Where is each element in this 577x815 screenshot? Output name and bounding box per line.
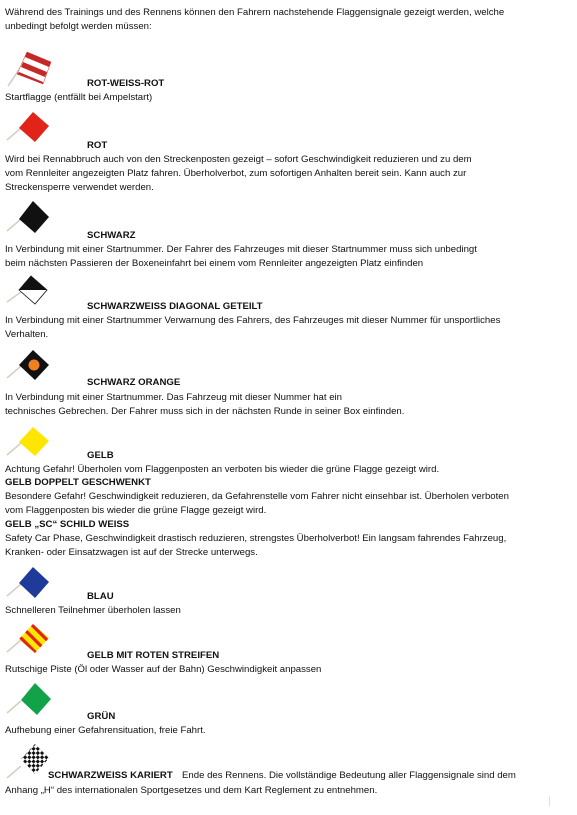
yellow-flag-icon [5, 421, 51, 461]
checkered-flag-icon [5, 742, 51, 782]
yellow-red-striped-flag-icon [5, 620, 51, 660]
flag-title-yellow-red-stripes: GELB MIT ROTEN STREIFEN [87, 650, 220, 661]
flag-desc-black-white-diagonal-2: Verhalten. [5, 329, 49, 340]
flag-desc-checkered-2: Anhang „H“ des internationalen Sportgesetzes und dem Kart Reglement zu entnehmen. [5, 785, 378, 796]
flag-title-yellow: GELB [87, 450, 114, 461]
flag-desc-green: Aufhebung einer Gefahrensituation, freie Fahrt. [5, 725, 206, 736]
flag-desc-black-white-diagonal-1: In Verbindung mit einer Startnummer Verwarnung des Fahrers, des Fahrzeuges mit dieser Nummer für unsportliches [5, 315, 501, 326]
black-white-diagonal-flag-icon [5, 272, 51, 312]
flag-desc-checkered-inline: Ende des Rennens. Die vollständige Bedeutung aller Flaggensignale sind dem [182, 770, 516, 781]
flag-desc-yellow-sc-2: Kranken- oder Einsatzwagen ist auf der Strecke unterwegs. [5, 547, 258, 558]
flag-title-black-white-diagonal: SCHWARZWEISS DIAGONAL GETEILT [87, 301, 263, 312]
flag-title-red: ROT [87, 140, 108, 151]
flag-desc-black-orange-1: In Verbindung mit einer Startnummer. Das Fahrzeug mit dieser Nummer hat ein [5, 392, 342, 403]
flag-desc-black-2: beim nächsten Passieren der Boxeneinfahrt bei einem vom Rennleiter angezeigten Platz einfinden [5, 258, 424, 269]
flag-desc-black-orange-2: technisches Gebrechen. Der Fahrer muss sich in der nächsten Runde in seiner Box einfinden. [5, 406, 405, 417]
flag-desc-black-1: In Verbindung mit einer Startnummer. Der Fahrer des Fahrzeuges mit dieser Startnummer muss sich unbedingt [5, 244, 477, 255]
black-flag-icon [5, 197, 51, 237]
flag-desc-yellow-sc-1: Safety Car Phase, Geschwindigkeit drastisch reduzieren, strengstes Überholverbot! Ein langsam fahrendes Fahrzeug, [5, 533, 507, 544]
black-orange-disc-flag-icon [5, 346, 51, 386]
flag-title-yellow-double: GELB DOPPELT GESCHWENKT [5, 477, 151, 488]
blue-flag-icon [5, 562, 51, 602]
flag-title-blue: BLAU [87, 591, 114, 602]
flag-desc-blue: Schnelleren Teilnehmer überholen lassen [5, 605, 181, 616]
flag-desc-red-1: Wird bei Rennabbruch auch von den Streckenposten gezeigt – sofort Geschwindigkeit reduzieren und zu dem [5, 154, 472, 165]
flag-title-black: SCHWARZ [87, 230, 136, 241]
intro-line-2: unbedingt befolgt werden müssen: [5, 21, 152, 32]
flag-desc-red-2: vom Rennleiter angezeigten Platz fahren. Überholverbot, zum sofortigen Anhalten bereit sein. Kann auch zur [5, 168, 467, 179]
flag-title-yellow-sc: GELB „SC“ SCHILD WEISS [5, 519, 130, 530]
flag-title-black-orange: SCHWARZ ORANGE [87, 377, 181, 388]
flag-desc-yellow: Achtung Gefahr! Überholen vom Flaggenposten an verboten bis wieder die grüne Flagge gezeigt wird. [5, 464, 440, 475]
flag-desc-yellow-double-1: Besondere Gefahr! Geschwindigkeit reduzieren, da Gefahrenstelle vom Fahrer nicht einsehbar ist. Überholen verboten [5, 491, 509, 502]
cursor-mark [549, 796, 558, 806]
red-flag-icon [5, 108, 51, 148]
flag-desc-yellow-red-stripes: Rutschige Piste (Öl oder Wasser auf der Bahn) Geschwindigkeit anpassen [5, 664, 322, 675]
green-flag-icon [5, 679, 51, 719]
flag-desc-red-3: Streckensperre verwendet werden. [5, 182, 154, 193]
flag-title-red-white-red: ROT-WEISS-ROT [87, 78, 165, 89]
red-white-red-flag-icon [5, 48, 55, 88]
flag-title-checkered: SCHWARZWEISS KARIERT [48, 770, 173, 781]
flag-desc-red-white-red: Startflagge (entfällt bei Ampelstart) [5, 92, 153, 103]
flag-title-green: GRÜN [87, 711, 116, 722]
intro-line-1: Während des Trainings und des Rennens können den Fahrern nachstehende Flaggensignale gezeigt werden, welche [5, 7, 505, 18]
flag-desc-yellow-double-2: vom Flaggenposten bis wieder die grüne Flagge gezeigt wird. [5, 505, 267, 516]
